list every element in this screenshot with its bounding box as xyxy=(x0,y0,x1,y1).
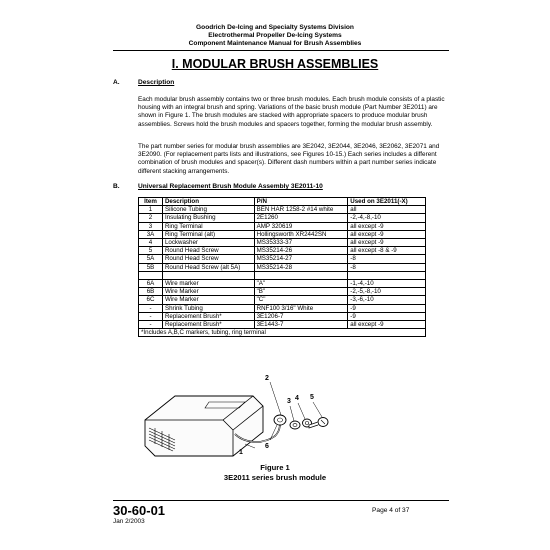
used-on-cell: all except -9 xyxy=(348,239,426,247)
table-row xyxy=(139,214,426,222)
page-number: Page 4 of 37 xyxy=(372,507,410,514)
document-date: Jan 2/2003 xyxy=(113,518,145,525)
item-cell: - xyxy=(139,321,163,329)
used-on-cell: all except -9 xyxy=(348,321,426,329)
pn-cell: "A" xyxy=(254,280,348,288)
table-row xyxy=(139,312,426,320)
table-row xyxy=(139,206,426,214)
table-row xyxy=(139,263,426,271)
item-cell xyxy=(139,271,163,279)
brush-module-figure xyxy=(135,362,375,462)
pn-cell: AMP 320619 xyxy=(254,222,348,230)
pn-cell: RNF100 3/16" White xyxy=(254,304,348,312)
table-row xyxy=(139,222,426,230)
pn-cell: BEN HAR 1258-2 #14 white xyxy=(254,206,348,214)
pn-cell: Hollingsworth XR2442SN xyxy=(254,230,348,238)
description-cell: Round Head Screw xyxy=(162,255,254,263)
item-cell: 4 xyxy=(139,239,163,247)
used-on-cell xyxy=(348,271,426,279)
used-on-cell: -1,-4,-10 xyxy=(348,280,426,288)
callout-6: 6 xyxy=(265,443,269,450)
item-cell: 1 xyxy=(139,206,163,214)
description-cell: Replacement Brush* xyxy=(162,321,254,329)
table-row xyxy=(139,280,426,288)
description-cell: Ring Terminal (alt) xyxy=(162,230,254,238)
column-header-item: Item xyxy=(139,198,163,206)
pn-cell: "B" xyxy=(254,288,348,296)
column-header-pn: P/N xyxy=(254,198,348,206)
footer-rule xyxy=(113,500,449,501)
description-cell: Replacement Brush* xyxy=(162,312,254,320)
pn-cell: 3E1443-7 xyxy=(254,321,348,329)
pn-cell: MS35333-37 xyxy=(254,239,348,247)
table-header-row xyxy=(139,198,426,206)
callout-1: 1 xyxy=(239,449,243,456)
item-cell: 6B xyxy=(139,288,163,296)
callout-5: 5 xyxy=(310,394,314,401)
used-on-cell: -9 xyxy=(348,304,426,312)
description-paragraph-2: The part number series for modular brush assemblies are 3E2042, 3E2044, 3E2046, 3E2062, 3E2071 and 3E2090. (For replacement parts lists and illustrations, see Figures 10-15.) Each series includes a different combination of brush modules and spacer(s). Different dash numbers within a part number series indicate different stacking arrangements. xyxy=(138,143,440,175)
item-cell: - xyxy=(139,312,163,320)
section-b-heading: Universal Replacement Brush Module Assembly 3E2011-10 xyxy=(138,183,323,190)
pn-cell: MS35214-26 xyxy=(254,247,348,255)
pn-cell: MS35214-27 xyxy=(254,255,348,263)
item-cell: 2 xyxy=(139,214,163,222)
document-number: 30-60-01 xyxy=(113,503,166,518)
column-header-used-on: Used on 3E2011(-X) xyxy=(348,198,426,206)
item-cell: 5A xyxy=(139,255,163,263)
used-on-cell: -2,-4,-8,-10 xyxy=(348,214,426,222)
used-on-cell: all xyxy=(348,206,426,214)
header-division: Goodrich De-Icing and Specialty Systems Division xyxy=(196,24,354,31)
figure-caption-number: Figure 1 xyxy=(260,463,290,472)
description-cell: Shrink Tubing xyxy=(162,304,254,312)
table-footnote-row xyxy=(139,329,426,337)
callout-2: 2 xyxy=(265,375,269,382)
module-housing xyxy=(145,396,263,456)
parts-table xyxy=(138,197,426,337)
insulating-bushing xyxy=(274,415,286,425)
item-cell: 6A xyxy=(139,280,163,288)
brush-module-illustration xyxy=(135,362,375,462)
section-a-heading: Description xyxy=(138,79,175,86)
table-row xyxy=(139,239,426,247)
used-on-cell: -8 xyxy=(348,263,426,271)
description-cell: Silicone Tubing xyxy=(162,206,254,214)
description-paragraph-1: Each modular brush assembly contains two or three brush modules. Each brush module consists of a plastic housing with an integral brush and spring. Variations of the basic brush module (Part Number 3E2011) are shown in Figure 1. The brush modules are stacked with appropriate spacers to produce modular brush assemblies. Screws hold the brush modules and spacers together, forming the modular brush assembly. xyxy=(138,96,445,128)
table-row xyxy=(139,288,426,296)
description-cell: Round Head Screw (alt 5A) xyxy=(162,263,254,271)
figure-caption-title: 3E2011 series brush module xyxy=(223,473,327,482)
table-row xyxy=(139,255,426,263)
description-cell: Wire Marker xyxy=(162,296,254,304)
used-on-cell: -9 xyxy=(348,312,426,320)
table-row xyxy=(139,296,426,304)
item-cell: 5B xyxy=(139,263,163,271)
ring-terminal xyxy=(290,421,300,429)
item-cell: - xyxy=(139,304,163,312)
table-row xyxy=(139,247,426,255)
page-title: I. MODULAR BRUSH ASSEMBLIES xyxy=(171,57,379,71)
item-cell: 3A xyxy=(139,230,163,238)
section-a-letter: A. xyxy=(113,79,120,86)
used-on-cell: -2,-5,-8,-10 xyxy=(348,288,426,296)
used-on-cell: -3,-6,-10 xyxy=(348,296,426,304)
item-cell: 5 xyxy=(139,247,163,255)
used-on-cell: all except -9 xyxy=(348,222,426,230)
item-cell: 6C xyxy=(139,296,163,304)
description-cell: Wire Marker xyxy=(162,288,254,296)
pn-cell: "C" xyxy=(254,296,348,304)
description-cell: Ring Terminal xyxy=(162,222,254,230)
pn-cell: MS35214-28 xyxy=(254,263,348,271)
used-on-cell: all except -9 xyxy=(348,230,426,238)
description-cell xyxy=(162,271,254,279)
header-manual: Component Maintenance Manual for Brush Assemblies xyxy=(188,40,362,47)
table-row xyxy=(139,321,426,329)
description-cell: Insulating Bushing xyxy=(162,214,254,222)
table-row xyxy=(139,230,426,238)
description-cell: Round Head Screw xyxy=(162,247,254,255)
section-b-letter: B. xyxy=(113,183,120,190)
table-footnote: *Includes A,B,C markers, tubing, ring terminal xyxy=(139,329,426,337)
pn-cell: 2E1260 xyxy=(254,214,348,222)
description-cell: Lockwasher xyxy=(162,239,254,247)
header-system: Electrothermal Propeller De-Icing Systems xyxy=(208,32,342,39)
header-rule xyxy=(113,50,449,51)
pn-cell xyxy=(254,271,348,279)
used-on-cell: all except -8 & -9 xyxy=(348,247,426,255)
callout-4: 4 xyxy=(295,395,299,402)
pn-cell: 3E1206-7 xyxy=(254,312,348,320)
table-row xyxy=(139,304,426,312)
table-row xyxy=(139,271,426,279)
column-header-description: Description xyxy=(162,198,254,206)
item-cell: 3 xyxy=(139,222,163,230)
used-on-cell: -8 xyxy=(348,255,426,263)
callout-3: 3 xyxy=(287,398,291,405)
description-cell: Wire marker xyxy=(162,280,254,288)
